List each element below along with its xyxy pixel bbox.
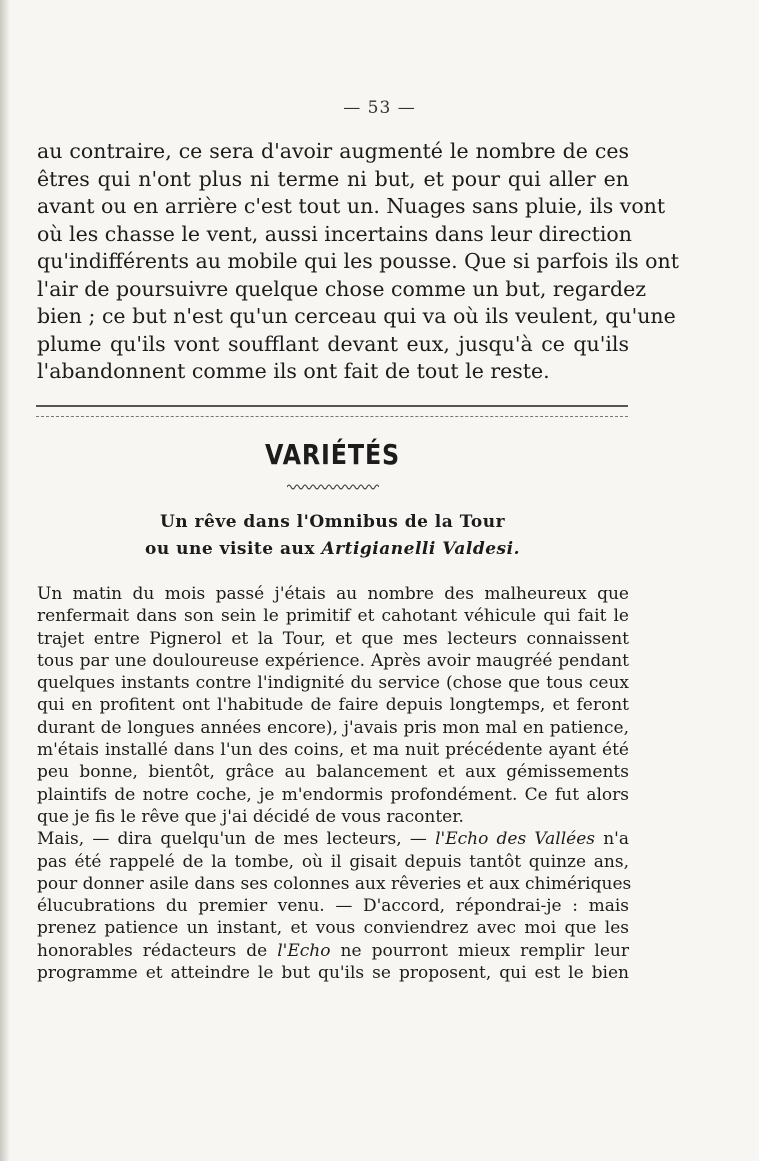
section-title: VARIÉTÉS	[264, 438, 401, 471]
text-line: renfermait dans son sein le primitif et cahotant véhicule qui fait le	[37, 606, 629, 627]
text-run: n'a	[595, 829, 629, 850]
text-line: peu bonne, bientôt, grâce au balancement et aux gémissements	[37, 762, 629, 783]
text-line: que je fis le rêve que j'ai décidé de vous raconter.	[37, 806, 464, 827]
text-line: prenez patience un instant, et vous conviendrez avec moi que les	[37, 918, 629, 939]
text-line: pour donner asile dans ses colonnes aux rêveries et aux chimériques	[37, 873, 632, 894]
text-line	[37, 828, 629, 850]
text-line: qu'indifférents au mobile qui les pousse. Que si parfois ils ont	[37, 249, 679, 273]
text-line: êtres qui n'ont plus ni terme ni but, et pour qui aller en	[37, 166, 629, 191]
text-line: durant de longues années encore), j'avais pris mon mal en patience,	[37, 717, 629, 738]
opening-paragraph	[37, 138, 679, 386]
section-divider	[36, 405, 628, 417]
text-run: Mais, — dira quelqu'un de mes lecteurs, —	[37, 829, 436, 850]
text-line: l'abandonnent comme ils ont fait de tout le reste.	[37, 359, 550, 383]
text-line: quelques instants contre l'indignité du service (chose que tous ceux	[37, 673, 629, 694]
text-line: l'air de poursuivre quelque chose comme un but, regardez	[37, 276, 647, 301]
text-line: plaintifs de notre coche, je m'endormis profondément. Ce fut alors	[37, 784, 629, 805]
article-body	[37, 583, 632, 984]
text-line: programme et atteindre le but qu'ils se proposent, qui est le bien	[37, 963, 629, 984]
page-number: — 53 —	[343, 98, 416, 118]
text-line: trajet entre Pignerol et la Tour, et que mes lecteurs connaissent	[37, 628, 629, 649]
text-run: ne pourront mieux remplir leur	[330, 940, 629, 961]
subtitle-italic: Artigianelli Valdesi.	[321, 539, 520, 559]
article-subtitle-line1: Un rêve dans l'Omnibus de la Tour	[159, 512, 506, 532]
page-edge-shadow	[0, 0, 10, 1161]
text-run: honorables rédacteurs de	[37, 940, 278, 961]
article-subtitle-line2	[0, 539, 665, 559]
publication-name: l'Echo des Vallées	[435, 829, 596, 850]
text-line	[37, 940, 629, 962]
text-line: bien ; ce but n'est qu'un cerceau qui va où ils veulent, qu'une	[37, 304, 676, 328]
text-line: au contraire, ce sera d'avoir augmenté le nombre de ces	[37, 139, 629, 163]
ornament-squiggle	[287, 483, 379, 491]
text-line: m'étais installé dans l'un des coins, et ma nuit précédente ayant été	[37, 740, 629, 761]
text-line: élucubrations du premier venu. — D'accord, répondrai-je : mais	[37, 896, 629, 917]
publication-name: l'Echo	[277, 940, 331, 961]
text-line: tous par une douloureuse expérience. Après avoir maugréé pendant	[37, 650, 629, 671]
text-line: avant ou en arrière c'est tout un. Nuages sans pluie, ils vont	[37, 194, 666, 218]
subtitle-prefix: ou une visite aux	[145, 539, 322, 559]
text-line: qui en profitent ont l'habitude de faire depuis longtemps, et feront	[37, 695, 629, 716]
text-line: Un matin du mois passé j'étais au nombre des malheureux que	[37, 584, 629, 604]
text-line: où les chasse le vent, aussi incertains dans leur direction	[37, 221, 632, 246]
text-line: pas été rappelé de la tombe, où il gisait depuis tantôt quinze ans,	[37, 851, 629, 872]
text-line: plume qu'ils vont soufflant devant eux, jusqu'à ce qu'ils	[37, 331, 629, 356]
